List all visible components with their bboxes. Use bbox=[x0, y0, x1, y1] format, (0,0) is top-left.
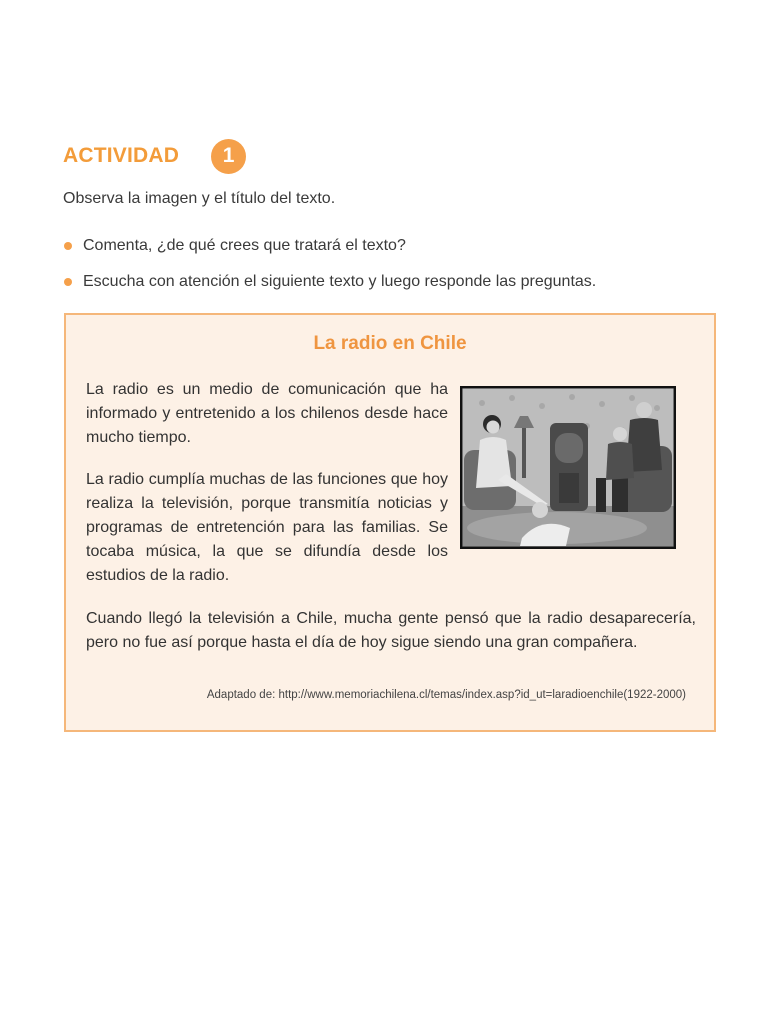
reading-box bbox=[64, 313, 716, 732]
family-radio-illustration bbox=[462, 388, 674, 547]
bullet-icon bbox=[64, 242, 72, 250]
reading-paragraph-3: Cuando llegó la televisión a Chile, mucha gente pensó que la radio desaparecería, pero no fue así porque hasta el día de hoy sigue siendo una gran compañera. bbox=[86, 610, 696, 651]
reading-title: La radio en Chile bbox=[313, 333, 467, 354]
source-citation: Adaptado de: http://www.memoriachilena.cl/temas/index.asp?id_ut=laradioenchile(1922-2000) bbox=[206, 689, 686, 701]
bullet-list bbox=[63, 236, 596, 308]
family-radio-photo bbox=[460, 386, 676, 549]
reading-paragraph-1: La radio es un medio de comunicación que ha informado y entretenido a los chilenos desde hace mucho tiempo. bbox=[86, 381, 448, 446]
list-item bbox=[63, 236, 596, 272]
reading-paragraph-2: La radio cumplía muchas de las funciones que hoy realiza la televisión, porque transmitía noticias y programas de entretención para las familias. Se tocaba música, la que se difundía desde los estudios de la radio. bbox=[86, 471, 448, 584]
list-item bbox=[63, 272, 596, 308]
activity-number-badge: 1 bbox=[211, 139, 246, 174]
activity-title: ACTIVIDAD bbox=[63, 144, 180, 167]
bullet-text: Escucha con atención el siguiente texto y luego responde las preguntas. bbox=[83, 273, 597, 290]
instruction-text: Observa la imagen y el título del texto. bbox=[63, 190, 336, 207]
bullet-icon bbox=[64, 278, 72, 286]
bullet-text: Comenta, ¿de qué crees que tratará el texto? bbox=[83, 237, 406, 254]
activity-header bbox=[63, 137, 246, 175]
